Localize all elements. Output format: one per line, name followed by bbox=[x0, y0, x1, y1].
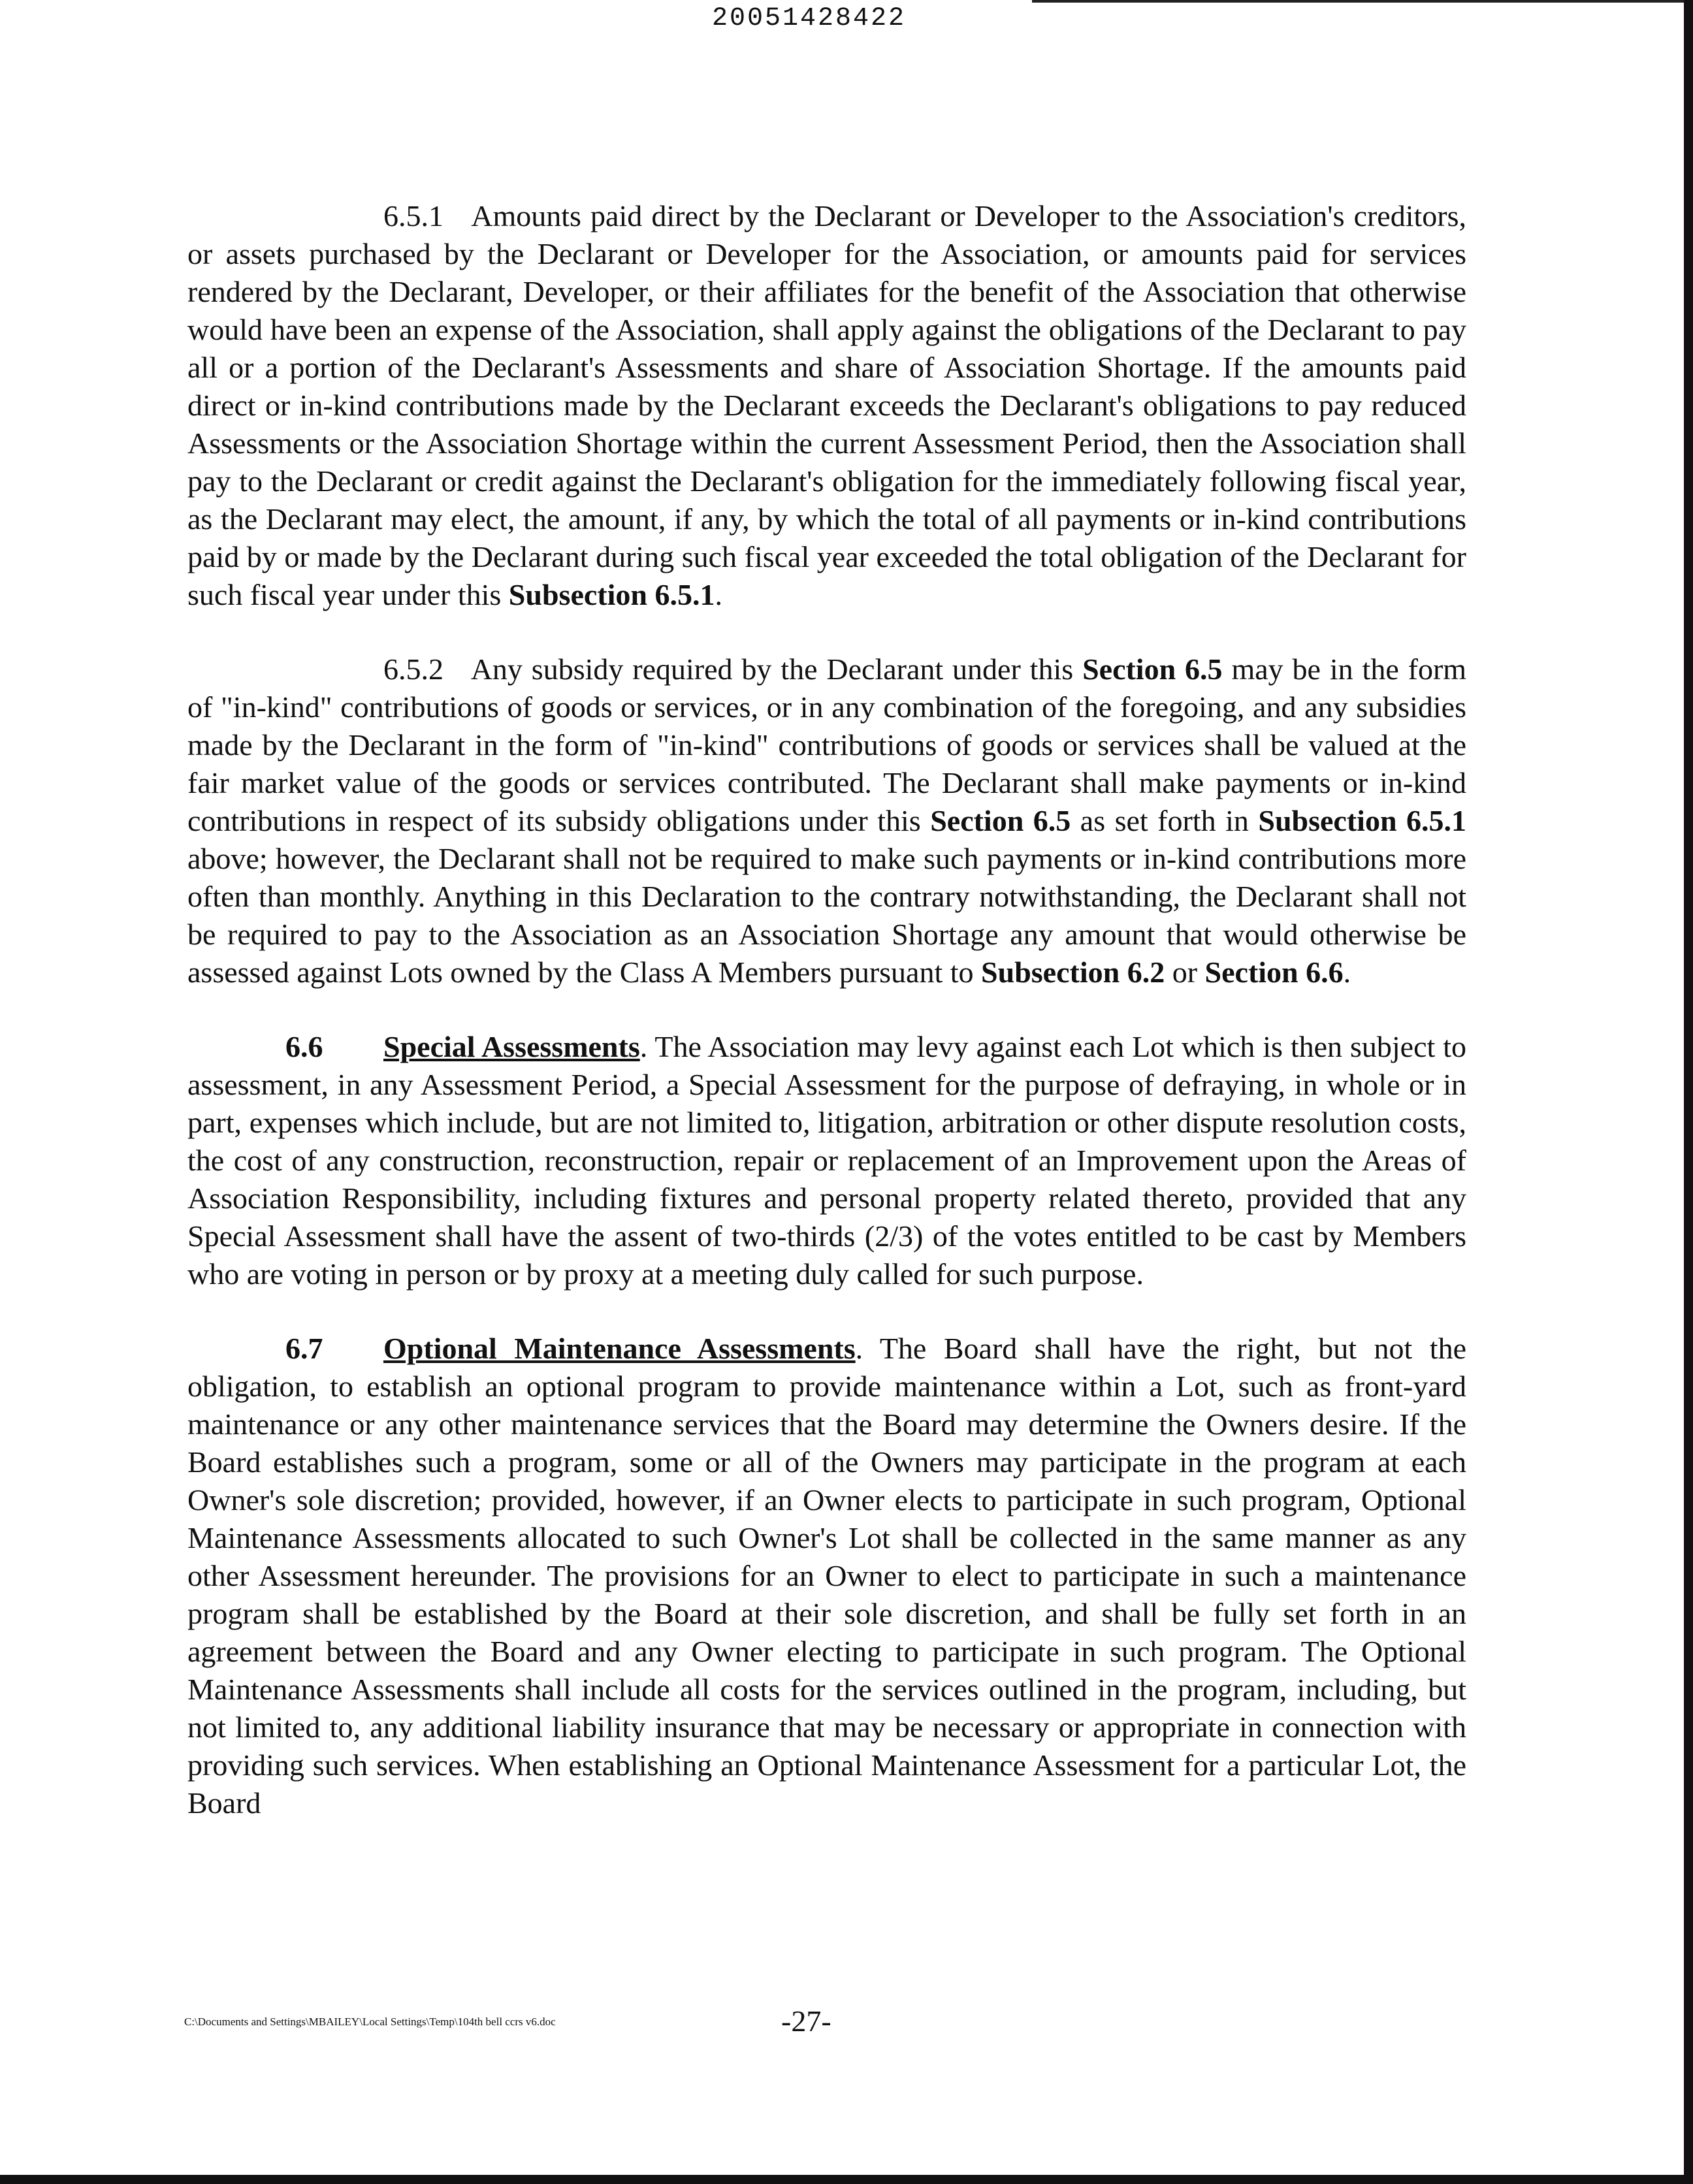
cross-reference: Subsection 6.5.1 bbox=[508, 578, 715, 611]
page-number: -27- bbox=[781, 2004, 831, 2038]
top-scan-line bbox=[1032, 0, 1693, 3]
section-number: 6.6 bbox=[285, 1030, 323, 1063]
section-title: Optional Maintenance Assessments bbox=[383, 1332, 856, 1365]
paragraph-6-5-1: 6.5.1 Amounts paid direct by the Declarant or Developer to the Association's creditors, or assets purchased by the Declarant or Developer for the Association, or amounts paid for services rendered by the Declarant, Developer, or their affiliates for the benefit of the Association that otherwise would have been an expense of the Association, shall apply against the obligations of the Declarant to pay all or a portion of the Declarant's Assessments and share of Association Shortage. If the amounts paid direct or in-kind contributions made by the Declarant exceeds the Declarant's obligations to pay reduced Assessments or the Association Shortage within the current Assessment Period, then the Association shall pay to the Declarant or credit against the Declarant's obligation for the immediately following fiscal year, as the Declarant may elect, the amount, if any, by which the total of all payments or in-kind contributions paid by or made by the Declarant during such fiscal year exceeded the total obligation of the Declarant for such fiscal year under this Subsection 6.5.1. bbox=[187, 199, 1467, 611]
cross-reference: Section 6.5 bbox=[930, 804, 1071, 837]
section-text: . The Association may levy against each Lot which is then subject to assessment, in any Assessment Period, a Special Assessment for the purpose of defraying, in whole or in part, expenses which include, but are not limited to, litigation, arbitration or other dispute resolution costs, the cost of any construction, reconstruction, repair or replacement of an Improvement upon the Areas of Association Responsibility, including fixtures and personal property related thereto, provided that any Special Assessment shall have the assent of two-thirds (2/3) of the votes entitled to be cast by Members who are voting in person or by proxy at a meeting duly called for such purpose. bbox=[187, 1030, 1466, 1291]
bottom-scan-border bbox=[0, 2175, 1693, 2184]
footer-file-path: C:\Documents and Settings\MBAILEY\Local Settings\Temp\104th bell ccrs v6.doc bbox=[184, 2015, 556, 2028]
cross-reference: Subsection 6.2 bbox=[981, 956, 1165, 989]
section-6-7 bbox=[187, 1330, 1466, 1822]
paragraph-text: Amounts paid direct by the Declarant or Developer to the Association's creditors, or assets purchased by the Declarant or Developer for the Association, or amounts paid for services rendered by the Declarant, Developer, or their affiliates for the benefit of the Association that otherwise would have been an expense of the Association, shall apply against the obligations of the Declarant to pay all or a portion of the Declarant's Assessments and share of Association Shortage. If the amounts paid direct or in-kind contributions made by the Declarant exceeds the Declarant's obligations to pay reduced Assessments or the Association Shortage within the current Assessment Period, then the Association shall pay to the Declarant or credit against the Declarant's obligation for the immediately following fiscal year, as the Declarant may elect, the amount, if any, by which the total of all payments or in-kind contributions paid by or made by the Declarant during such fiscal year exceeded the total obligation of the Declarant for such fiscal year under this bbox=[187, 199, 1467, 611]
document-number: 20051428422 bbox=[712, 4, 907, 33]
subsection-number: 6.5.1 bbox=[383, 199, 443, 233]
document-body bbox=[187, 197, 1466, 1859]
section-title: Special Assessments bbox=[383, 1030, 640, 1063]
paragraph-6-5-2: 6.5.2 Any subsidy required by the Declarant under this Section 6.5 may be in the form of "in-kind" contributions of goods or services, or in any combination of the foregoing, and any subsidies made by the Declarant in the form of "in-kind" contributions of goods or services shall be valued at the fair market value of the goods or services contributed. The Declarant shall make payments or in-kind contributions in respect of its subsidy obligations under this Section 6.5 as set forth in Subsection 6.5.1 above; however, the Declarant shall not be required to make such payments or in-kind contributions more often than monthly. Anything in this Declaration to the contrary notwithstanding, the Declarant shall not be required to pay to the Association as an Association Shortage any amount that would otherwise be assessed against Lots owned by the Class A Members pursuant to Subsection 6.2 or Section 6.6. bbox=[187, 652, 1467, 989]
cross-reference: Subsection 6.5.1 bbox=[1258, 804, 1467, 837]
section-6-6 bbox=[187, 1028, 1466, 1293]
cross-reference: Section 6.5 bbox=[1082, 652, 1223, 686]
section-number: 6.7 bbox=[285, 1332, 323, 1365]
right-scan-border bbox=[1684, 0, 1693, 2184]
cross-reference: Section 6.6 bbox=[1204, 956, 1344, 989]
subsection-number: 6.5.2 bbox=[383, 652, 443, 686]
section-text: . The Board shall have the right, but not the obligation, to establish an optional program to provide maintenance within a Lot, such as front-yard maintenance or any other maintenance services that the Board may determine the Owners desire. If the Board establishes such a program, some or all of the Owners may participate in the program at each Owner's sole discretion; provided, however, if an Owner elects to participate in such program, Optional Maintenance Assessments allocated to such Owner's Lot shall be collected in the same manner as any other Assessment hereunder. The provisions for an Owner to elect to participate in such a maintenance program shall be established by the Board at their sole discretion, and shall be fully set forth in an agreement between the Board and any Owner electing to participate in such program. The Optional Maintenance Assessments shall include all costs for the services outlined in the program, including, but not limited to, any additional liability insurance that may be necessary or appropriate in connection with providing such services. When establishing an Optional Maintenance Assessment for a particular Lot, the Board bbox=[187, 1332, 1466, 1820]
